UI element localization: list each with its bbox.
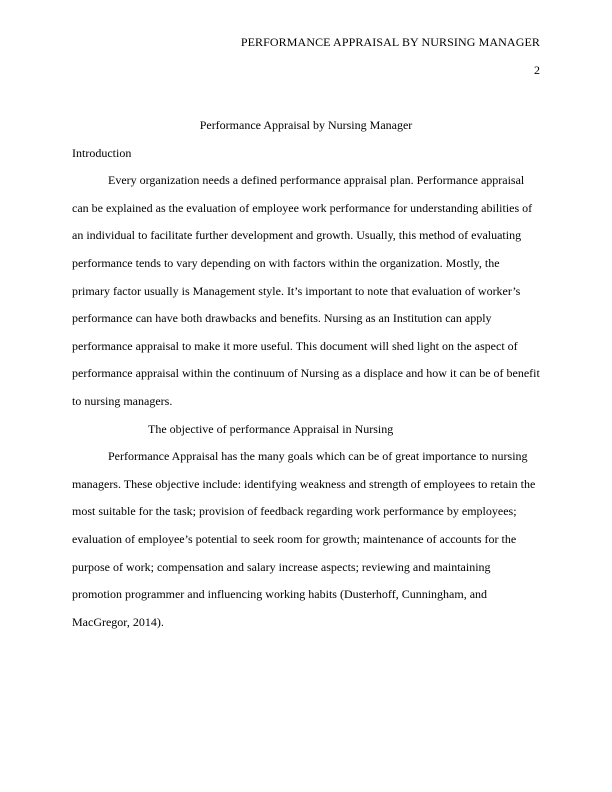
introduction-heading: Introduction <box>72 145 132 160</box>
introduction-paragraph: Every organization needs a defined performance appraisal plan. Performance appraisal can be explained as the evaluation of employee work performance for understanding abilities of an individual to facilitate further development and growth. Usually, this method of evaluating performance tends to vary depending on with factors within the organization. Mostly, the primary factor usually is Management style. It’s important to note that evaluation of worker’s performance can have both drawbacks and benefits. Nursing as an Institution can apply performance appraisal to make it more useful. This document will shed light on the aspect of performance appraisal within the continuum of Nursing as a displace and how it can be of benefit to nursing managers. <box>72 173 540 408</box>
document-title: Performance Appraisal by Nursing Manager <box>199 118 413 132</box>
document-body <box>72 112 540 636</box>
running-head: PERFORMANCE APPRAISAL BY NURSING MANAGER <box>240 35 540 49</box>
page-number: 2 <box>534 63 540 77</box>
objective-heading: The objective of performance Appraisal in Nursing <box>148 421 394 436</box>
objective-paragraph: Performance Appraisal has the many goals which can be of great importance to nursing managers. These objective include: identifying weakness and strength of employees to retain the most suitable for the task; provision of feedback regarding work performance by employees; evaluation of employee’s potential to seek room for growth; maintenance of accounts for the purpose of work; compensation and salary increase aspects; reviewing and maintaining promotion programmer and influencing working habits (Dusterhoff, Cunningham, and MacGregor, 2014). <box>72 449 536 629</box>
